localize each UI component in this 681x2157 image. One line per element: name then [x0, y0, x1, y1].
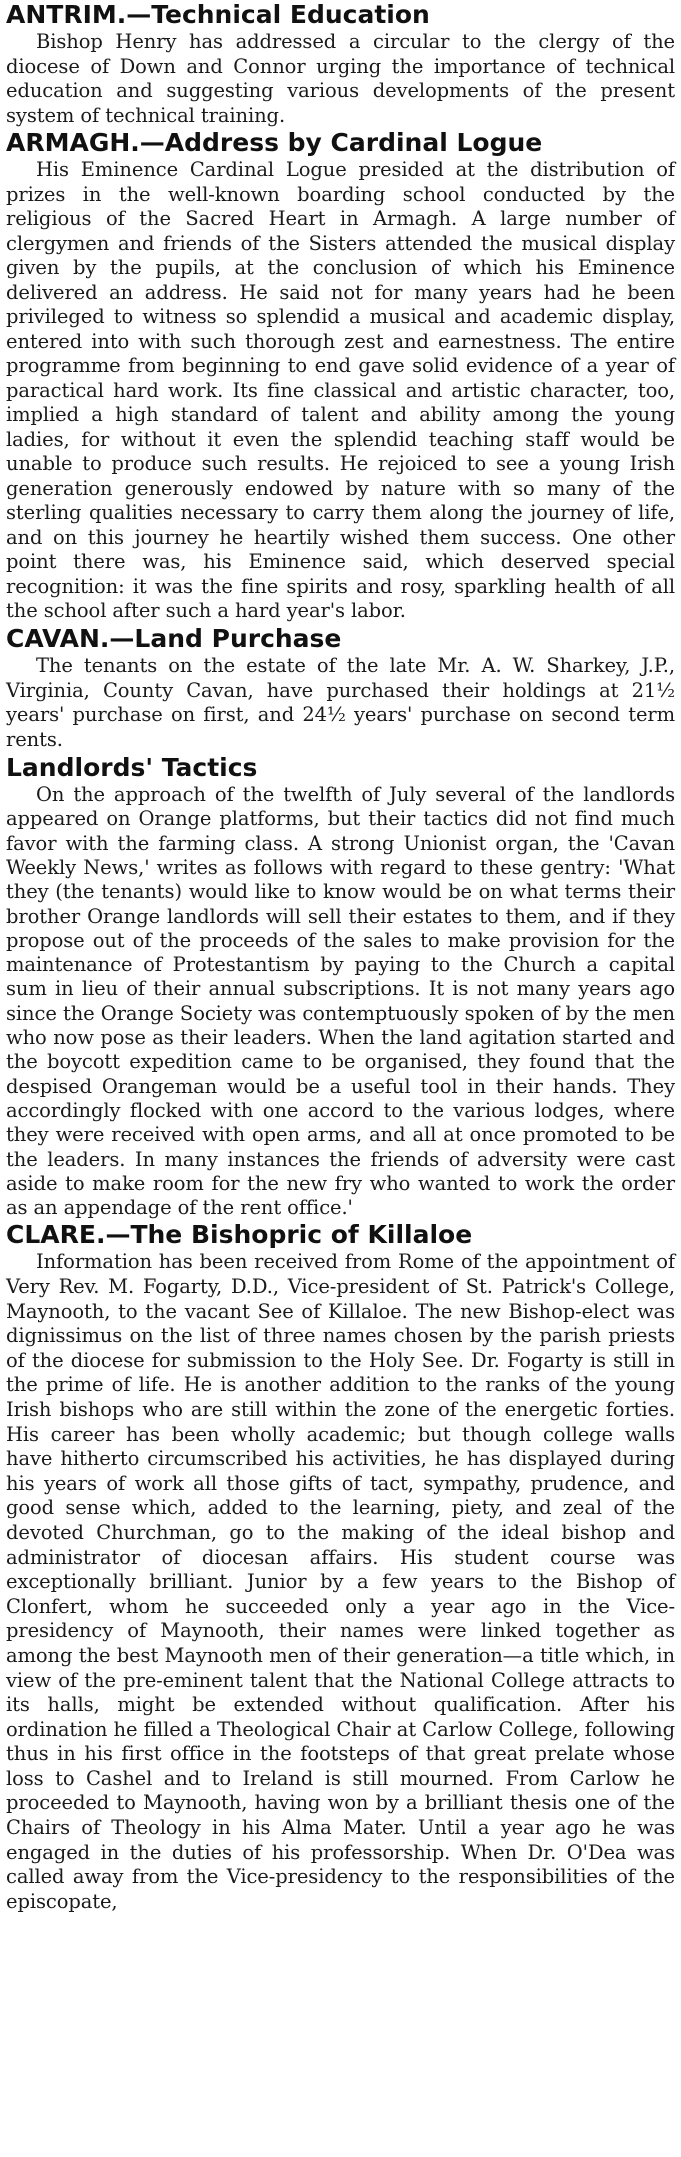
article-clare	[6, 1220, 675, 1914]
article-headline: CAVAN.—Land Purchase	[6, 623, 342, 653]
article-body: Information has been received from Rome of the appointment of Very Rev. M. Fogarty, D.D., Vice-president of St. Patrick's College, Maynooth, to the vacant See of Killaloe. The new Bishop-elect was dignissimus on the list of three names chosen by the parish priests of the diocese for submission to the Holy See. Dr. Fogarty is still in the prime of life. He is another addition to the ranks of the young Irish bishops who are still within the zone of the energetic forties. His career has been wholly academic; but though college walls have hitherto circumscribed his activities, he has displayed during his years of work all those gifts of tact, sympathy, prudence, and good sense which, added to the learning, piety, and zeal of the devoted Churchman, go to the making of the ideal bishop and administrator of diocesan affairs. His student course was exceptionally brilliant. Junior by a few years to the Bishop of Clonfert, whom he succeeded only a year ago in the Vice-presidency of Maynooth, their names were linked together as among the best Maynooth men of their generation—a title which, in view of the pre-eminent talent that the National College attracts to its halls, might be extended without qualification. After his ordination he filled a Theological Chair at Carlow College, following thus in his first office in the footsteps of that great prelate whose loss to Cashel and to Ireland is still mourned. From Carlow he proceeded to Maynooth, having won by a brilliant thesis one of the Chairs of Theology in his Alma Mater. Until a year ago he was engaged in the duties of his professorship. When Dr. O'Dea was called away from the Vice-presidency to the responsibilities of the episcopate,	[6, 1250, 675, 1913]
article-headline: Landlords' Tactics	[6, 753, 258, 783]
article-antrim	[6, 0, 675, 128]
article-headline: CLARE.—The Bishopric of Killaloe	[6, 1220, 473, 1250]
article-body: The tenants on the estate of the late Mr. A. W. Sharkey, J.P., Virginia, County Cavan, have purchased their holdings at 21½ years' purchase on first, and 24½ years' purchase on second term rents.	[6, 653, 675, 752]
article-headline: ARMAGH.—Address by Cardinal Logue	[6, 128, 543, 158]
article-armagh	[6, 128, 675, 624]
article-headline: ANTRIM.—Technical Education	[6, 0, 430, 29]
article-body: Bishop Henry has addressed a circular to the clergy of the diocese of Down and Connor urging the importance of technical education and suggesting various developments of the present system of technical training.	[6, 30, 675, 127]
article-landlords-tactics	[6, 753, 675, 1220]
newspaper-column	[6, 0, 675, 1914]
article-cavan	[6, 624, 675, 753]
article-body: His Eminence Cardinal Logue presided at the distribution of prizes in the well-known boarding school conducted by the religious of the Sacred Heart in Armagh. A large number of clergymen and friends of the Sisters attended the musical display given by the pupils, at the conclusion of which his Eminence delivered an address. He said not for many years had he been privileged to witness so splendid a musical and academic display, entered into with such thorough zest and earnestness. The entire programme from beginning to end gave solid evidence of a year of paractical hard work. Its fine classical and artistic character, too, implied a high standard of talent and ability among the young ladies, for without it even the splendid teaching staff would be unable to produce such results. He rejoiced to see a young Irish generation generously endowed by nature with so many of the sterling qualities necessary to carry them along the journey of life, and on this journey he heartily wished them success. One other point there was, his Eminence said, which deserved special recognition: it was the fine spirits and rosy, sparkling health of all the school after such a hard year's labor.	[6, 158, 675, 623]
article-body: On the approach of the twelfth of July several of the landlords appeared on Orange platforms, but their tactics did not find much favor with the farming class. A strong Unionist organ, the 'Cavan Weekly News,' writes as follows with regard to these gentry: 'What they (the tenants) would like to know would be on what terms their brother Orange landlords will sell their estates to them, and if they propose out of the proceeds of the sales to make provision for the maintenance of Protestantism by paying to the Church a capital sum in lieu of their annual subscriptions. It is not many years ago since the Orange Society was contemptuously spoken of by the men who now pose as their leaders. When the land agitation started and the boycott expedition came to be organised, they found that the despised Orangeman would be a useful tool in their hands. They accordingly flocked with one accord to the various lodges, where they were received with open arms, and all at once promoted to be the leaders. In many instances the friends of adversity were cast aside to make room for the new fry who wanted to work the order as an appendage of the rent office.'	[6, 783, 675, 1220]
